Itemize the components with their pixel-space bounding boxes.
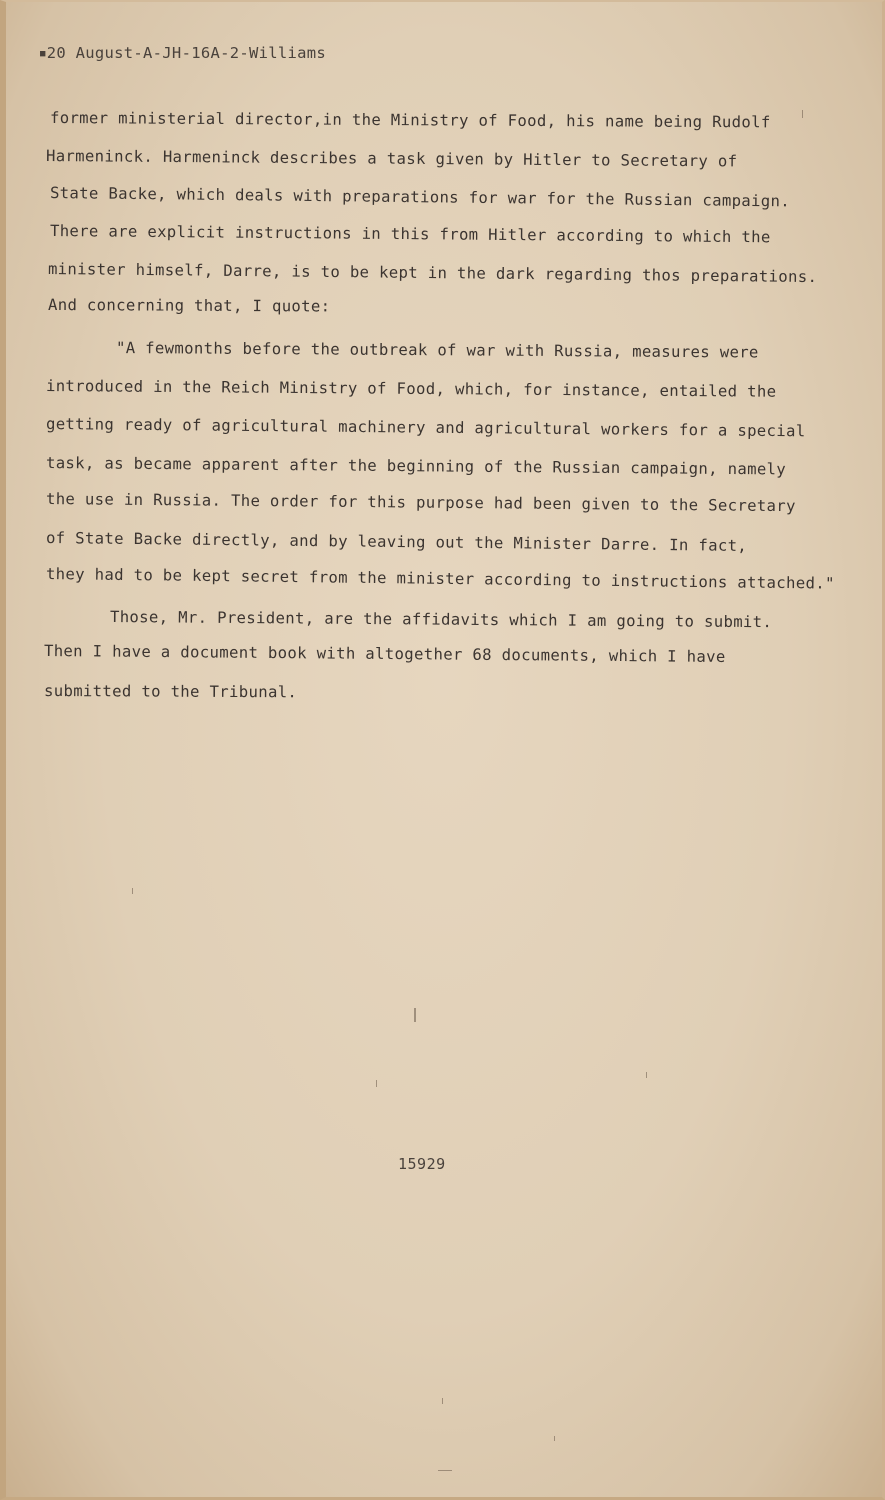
paper-speck xyxy=(414,1008,416,1022)
paper-speck xyxy=(802,110,803,118)
paper-speck xyxy=(438,1470,452,1471)
quote-line: "A fewmonths before the outbreak of war with Russia, measures were xyxy=(115,339,759,362)
body-line: And concerning that, I quote: xyxy=(47,296,331,316)
page-header xyxy=(40,44,326,62)
body-line: submitted to the Tribunal. xyxy=(43,682,298,702)
paper-speck xyxy=(376,1080,377,1087)
body-line: former ministerial director,in the Ministry of Food, his name being Rudolf xyxy=(49,109,771,132)
paper-speck xyxy=(646,1072,647,1078)
body-line: minister himself, Darre, is to be kept in the dark regarding thos preparations. xyxy=(47,260,818,287)
paper-speck xyxy=(882,242,884,254)
quote-line: of State Backe directly, and by leaving out the Minister Darre. In fact, xyxy=(45,529,748,555)
paper-speck xyxy=(132,888,133,894)
body-line: There are explicit instructions in this from Hitler according to which the xyxy=(49,222,771,247)
header-mark: ■ xyxy=(40,48,46,59)
paper-speck xyxy=(554,1436,555,1441)
body-line: Harmeninck. Harmeninck describes a task given by Hitler to Secretary of xyxy=(45,147,738,171)
body-line: State Backe, which deals with preparations for war for the Russian campaign. xyxy=(49,184,791,211)
header-reference: 20 August-A-JH-16A-2-Williams xyxy=(46,44,327,62)
body-line: Then I have a document book with altogether 68 documents, which I have xyxy=(43,642,726,666)
page-number: 15929 xyxy=(398,1155,446,1173)
quote-line: getting ready of agricultural machinery and agricultural workers for a special xyxy=(45,415,806,441)
quote-line: they had to be kept secret from the minister according to instructions attached." xyxy=(45,565,835,593)
paper-speck xyxy=(442,1398,443,1404)
quote-line: introduced in the Reich Ministry of Food, which, for instance, entailed the xyxy=(45,377,777,401)
body-line: Those, Mr. President, are the affidavits which I am going to submit. xyxy=(109,608,773,632)
quote-line: the use in Russia. The order for this purpose had been given to the Secretary xyxy=(45,490,796,516)
quote-line: task, as became apparent after the beginning of the Russian campaign, namely xyxy=(45,454,787,479)
